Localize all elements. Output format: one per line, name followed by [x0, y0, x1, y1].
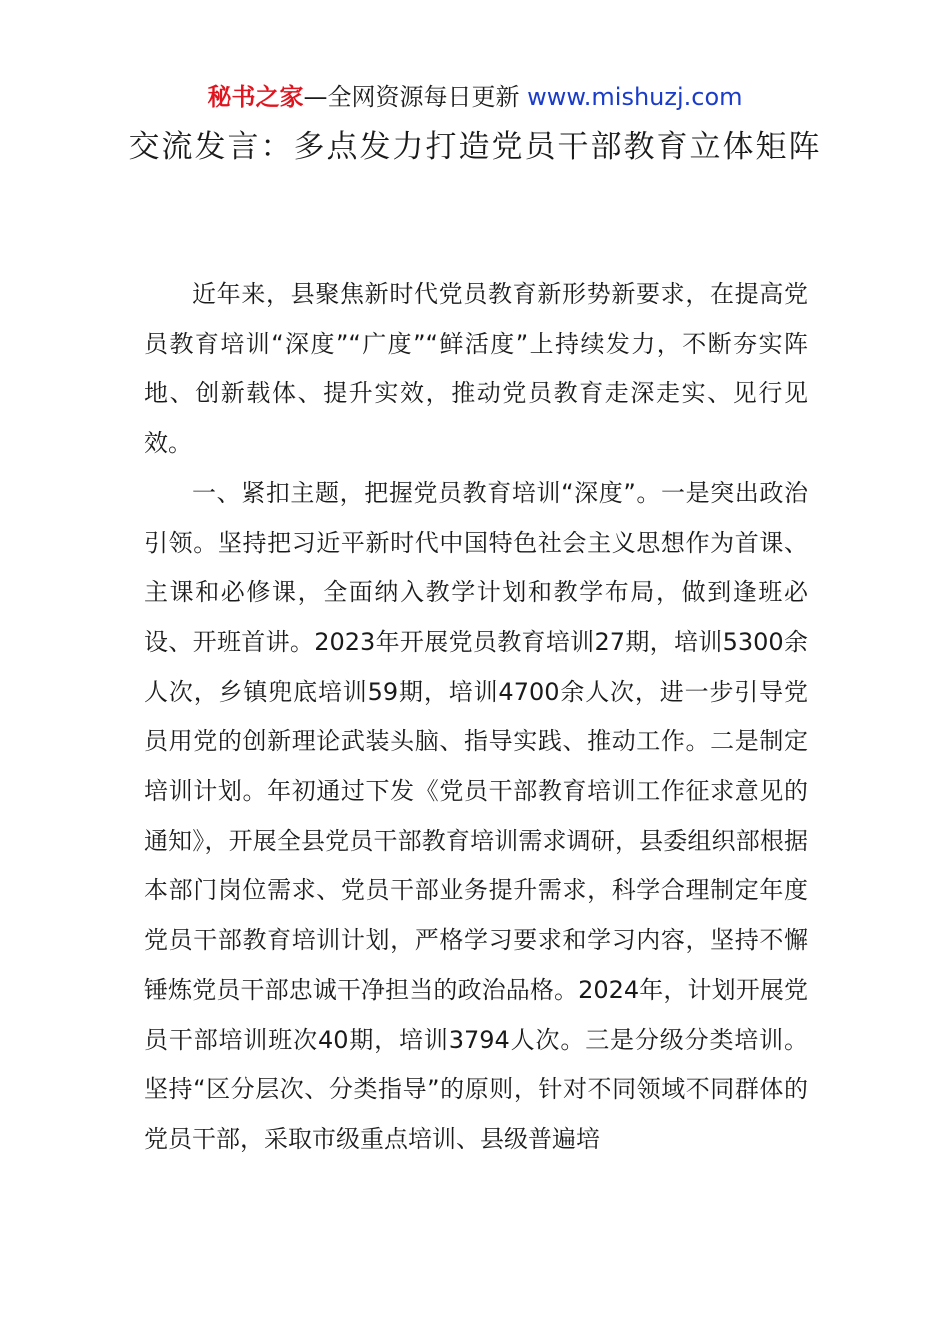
- site-brand: 秘书之家: [207, 83, 304, 111]
- document-title: 交流发言：多点发力打造党员干部教育立体矩阵: [128, 129, 822, 165]
- site-header: [0, 80, 950, 114]
- site-url-link[interactable]: www.mishuzj.com: [527, 83, 743, 111]
- site-tagline: —全网资源每日更新: [303, 83, 528, 111]
- paragraph-intro: 近年来，县聚焦新时代党员教育新形势新要求，在提高党员教育培训“深度”“广度”“鲜活度”上持续发力，不断夯实阵地、创新载体、提升实效，推动党员教育走深走实、见行见效。: [144, 280, 808, 458]
- paragraph-section-one: 一、紧扣主题，把握党员教育培训“深度”。一是突出政治引领。坚持把习近平新时代中国特色社会主义思想作为首课、主课和必修课，全面纳入教学计划和教学布局，做到逢班必设、开班首讲。2023年开展党员教育培训27期，培训5300余人次，乡镇兜底培训59期，培训4700余人次，进一步引导党员用党的创新理论武装头脑、指导实践、推动工作。二是制定培训计划。年初通过下发《党员干部教育培训工作征求意见的通知》，开展全县党员干部教育培训需求调研，县委组织部根据本部门岗位需求、党员干部业务提升需求，科学合理制定年度党员干部教育培训计划，严格学习要求和学习内容，坚持不懈锤炼党员干部忠诚干净担当的政治品格。2024年，计划开展党员干部培训班次40期，培训3794人次。三是分级分类培训。坚持“区分层次、分类指导”的原则，针对不同领域不同群体的党员干部，采取市级重点培训、县级普遍培: [144, 478, 808, 1153]
- document-body: [144, 270, 808, 1165]
